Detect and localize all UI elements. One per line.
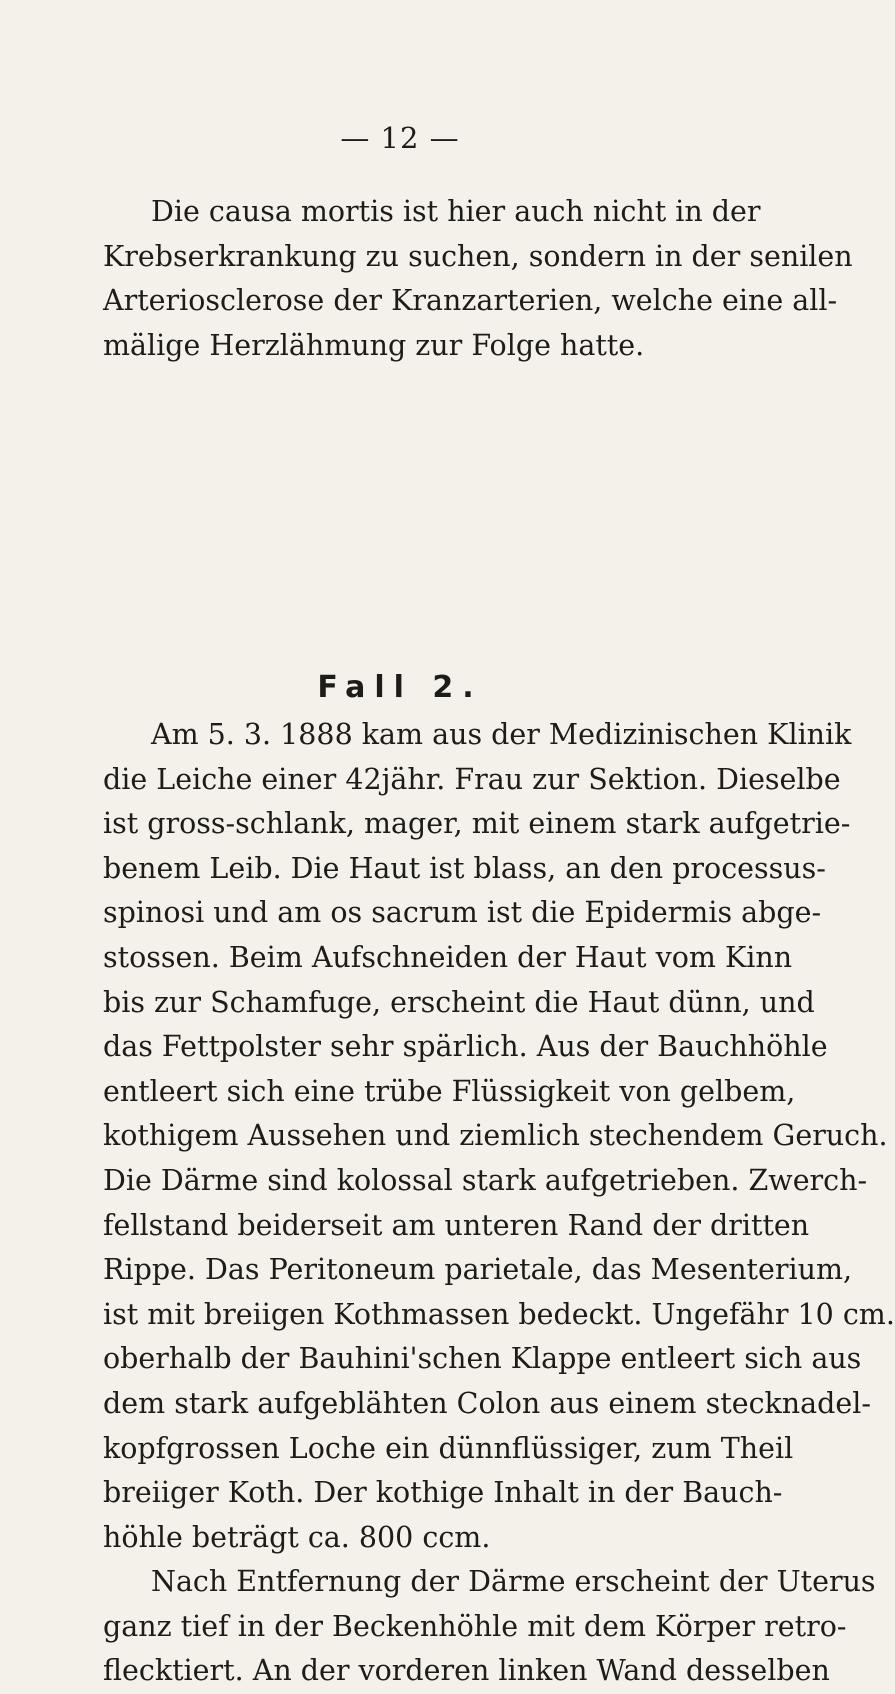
text-line: kopfgrossen Loche ein dünnflüssiger, zum Theil: [103, 1431, 794, 1465]
text-line: entleert sich eine trübe Flüssigkeit von gelbem,: [103, 1074, 796, 1108]
text-line: höhle beträgt ca. 800 ccm.: [103, 1520, 491, 1554]
text-line: mälige Herzlähmung zur Folge hatte.: [103, 328, 645, 362]
page-number: — 12 —: [340, 121, 460, 155]
text-line: Krebserkrankung zu suchen, sondern in der senilen: [103, 239, 853, 273]
text-line: bis zur Schamfuge, erscheint die Haut dünn, und: [103, 985, 815, 1019]
text-line: fellstand beiderseit am unteren Rand der dritten: [103, 1208, 810, 1242]
paragraph-case-description: [103, 713, 895, 1694]
text-line: oberhalb der Bauhini'schen Klappe entleert sich aus: [103, 1342, 862, 1376]
text-line: ist mit breiigen Kothmassen bedeckt. Ungefähr 10 cm.: [103, 1297, 895, 1331]
text-line: spinosi und am os sacrum ist die Epidermis abge-: [103, 896, 822, 930]
text-line: Die causa mortis ist hier auch nicht in der: [151, 195, 761, 228]
text-line: Die Därme sind kolossal stark aufgetrieben. Zwerch-: [103, 1163, 868, 1197]
text-line: kothigem Aussehen und ziemlich stechendem Geruch.: [103, 1119, 888, 1153]
text-line: ist gross-schlank, mager, mit einem stark aufgetrie-: [103, 807, 851, 841]
text-line: Arteriosclerose der Kranzarterien, welche eine all-: [103, 284, 838, 318]
section-heading-fall-2: Fall 2.: [317, 670, 483, 705]
text-line: breiiger Koth. Der kothige Inhalt in der Bauch-: [103, 1476, 783, 1510]
text-line: flecktiert. An der vorderen linken Wand desselben: [103, 1654, 830, 1688]
text-line: die Leiche einer 42jähr. Frau zur Sektion. Dieselbe: [103, 762, 841, 796]
text-line: dem stark aufgeblähten Colon aus einem stecknadel-: [103, 1386, 872, 1420]
text-line: stossen. Beim Aufschneiden der Haut vom Kinn: [103, 940, 793, 974]
text-line: Nach Entfernung der Därme erscheint der Uterus: [151, 1565, 876, 1599]
text-line: das Fettpolster sehr spärlich. Aus der Bauchhöhle: [103, 1030, 828, 1064]
text-line: Rippe. Das Peritoneum parietale, das Mesenterium,: [103, 1253, 853, 1287]
text-line: benem Leib. Die Haut ist blass, an den processus-: [103, 851, 826, 885]
text-line: Am 5. 3. 1888 kam aus der Medizinischen Klinik: [151, 718, 852, 751]
paragraph-causa-mortis: [103, 190, 853, 368]
text-line: ganz tief in der Beckenhöhle mit dem Körper retro-: [103, 1609, 847, 1643]
